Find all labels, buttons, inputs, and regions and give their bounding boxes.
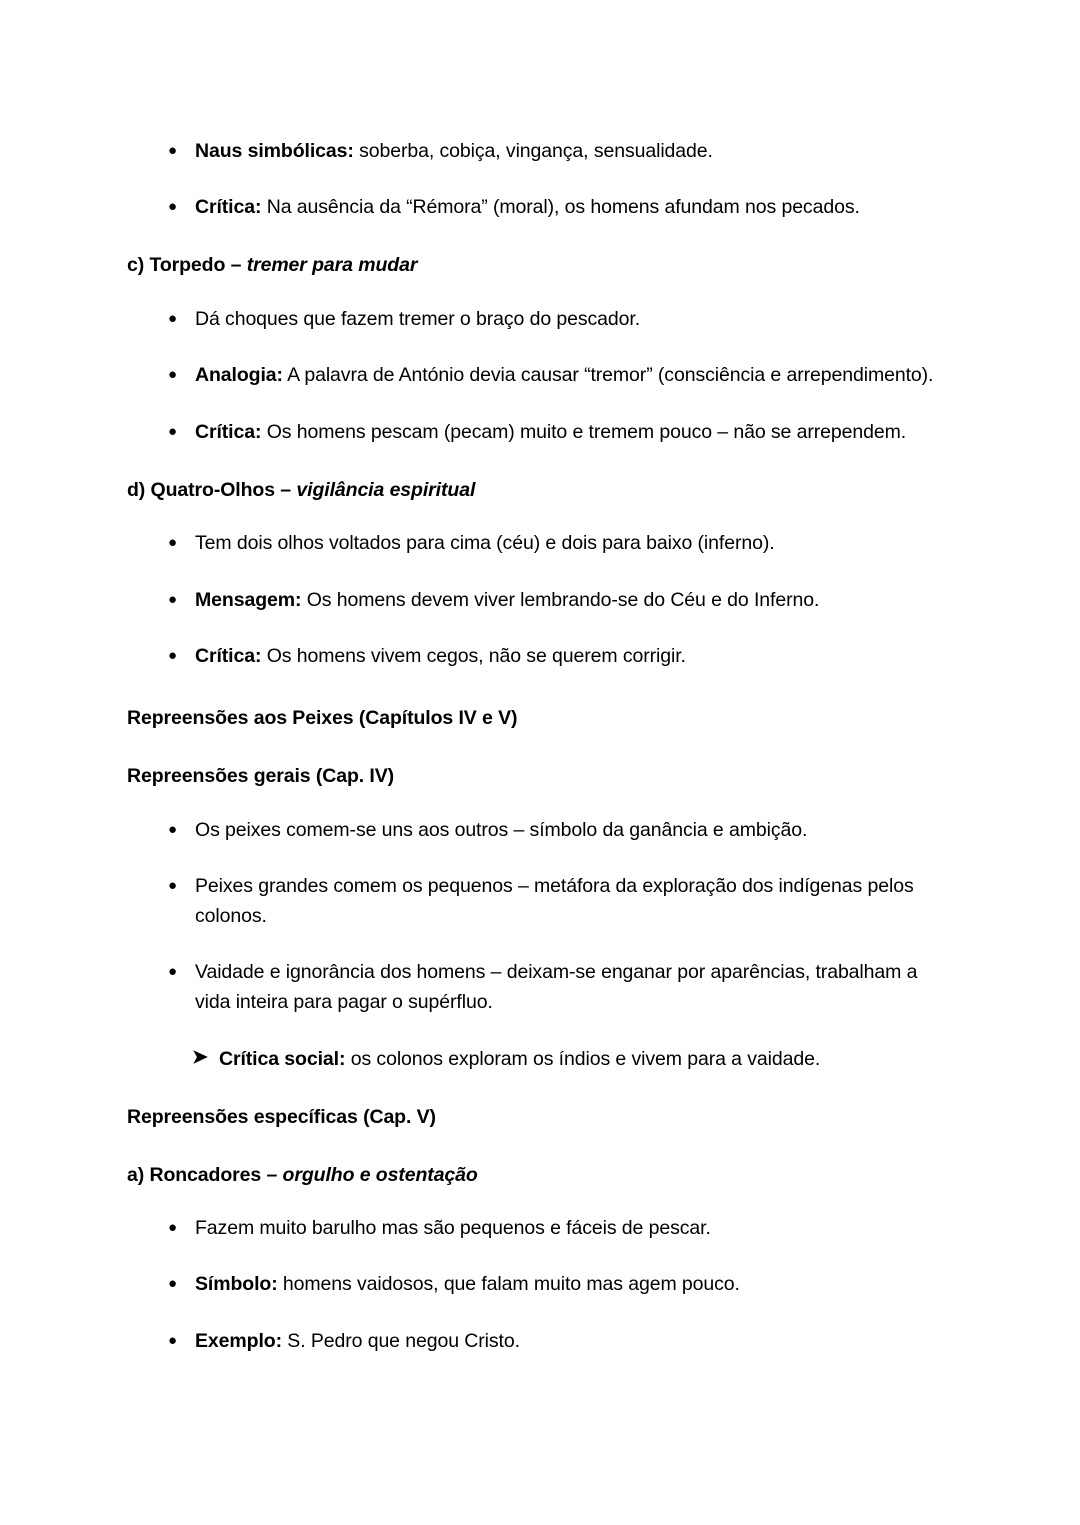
bullet-icon: ● [168,198,177,216]
list-item [127,1213,957,1243]
heading-prefix: c) Torpedo – [127,254,247,277]
list-item [127,528,957,558]
list-item-lead: Crítica: [195,196,262,219]
heading-prefix: Repreensões gerais (Cap. IV) [127,764,395,787]
heading-emphasis: tremer para mudar [246,254,418,277]
list-item [127,417,957,447]
list-item-lead: Naus simbólicas: [195,140,354,162]
bullet-list-torpedo [127,304,957,447]
heading-emphasis: vigilância espiritual [296,478,476,501]
list-item-lead: Crítica: [195,644,262,667]
heading-repreensoes-peixes [127,705,957,733]
list-item-text: Vaidade e ignorância dos homens – deixam-se enganar por aparências, trabalham a vida inteira para pagar o supérfluo. [195,961,918,1014]
list-item-text: Os homens devem viver lembrando-se do Céu e do Inferno. [301,588,820,611]
bullet-list-quatro-olhos [127,528,957,671]
heading-prefix: a) Roncadores – [127,1163,283,1186]
bullet-icon: ● [168,876,177,894]
bullet-list-roncadores [127,1213,957,1356]
list-item-lead: Mensagem: [195,588,302,611]
sub-list-item [127,1044,957,1074]
list-item-text: Tem dois olhos voltados para cima (céu) e dois para baixo (inferno). [195,532,775,555]
heading-prefix: Repreensões específicas (Cap. V) [127,1105,436,1128]
bullet-icon: ● [168,820,177,838]
list-item-lead: Símbolo: [195,1273,278,1296]
list-item-text: homens vaidosos, que falam muito mas agem pouco. [277,1273,740,1296]
heading-torpedo [127,252,957,280]
heading-roncadores [127,1162,957,1190]
list-item-text: Fazem muito barulho mas são pequenos e fáceis de pescar. [195,1217,711,1240]
bullet-icon: ● [168,422,177,440]
bullet-list-naus [127,136,957,222]
bullet-icon: ● [168,646,177,664]
list-item-lead: Exemplo: [195,1329,282,1352]
list-item-lead: Analogia: [195,364,283,387]
list-item-text: Na ausência da “Rémora” (moral), os homens afundam nos pecados. [261,196,860,219]
list-item [127,957,957,1017]
heading-repreensoes-especificas [127,1104,957,1132]
bullet-icon: ● [168,534,177,552]
sub-list-item-text: os colonos exploram os índios e vivem para a vaidade. [345,1047,821,1070]
list-item [127,136,957,166]
list-item [127,360,957,390]
bullet-icon: ● [168,1331,177,1349]
list-item-text: soberba, cobiça, vingança, sensualidade. [353,140,713,162]
list-item [127,815,957,845]
list-item [127,192,957,222]
list-item-text: Dá choques que fazem tremer o braço do pescador. [195,308,641,331]
list-item-text: Os homens pescam (pecam) muito e tremem pouco – não se arrependem. [261,420,907,443]
list-item-text: A palavra de António devia causar “tremor” (consciência e arrependimento). [282,364,934,387]
bullet-list-gerais [127,815,957,1074]
sub-list-item-lead: Crítica social: [219,1047,346,1070]
list-item [127,871,957,931]
list-item [127,1326,957,1356]
bullet-icon: ● [168,1219,177,1237]
bullet-icon: ● [168,366,177,384]
list-item-text: Peixes grandes comem os pequenos – metáfora da exploração dos indígenas pelos colonos. [195,874,914,927]
bullet-icon: ● [168,1275,177,1293]
bullet-icon: ● [168,590,177,608]
list-item-text: Os homens vivem cegos, não se querem corrigir. [261,644,686,667]
bullet-icon: ● [168,142,177,159]
heading-quatro-olhos [127,477,957,505]
bullet-icon: ● [168,310,177,328]
heading-prefix: Repreensões aos Peixes (Capítulos IV e V) [127,707,518,730]
document-body [127,136,957,1356]
list-item [127,585,957,615]
arrow-bullet-icon: ➤ [192,1046,208,1068]
list-item [127,641,957,671]
list-item [127,1269,957,1299]
heading-emphasis: orgulho e ostentação [282,1163,478,1186]
list-item-lead: Crítica: [195,420,262,443]
list-item-text: Os peixes comem-se uns aos outros – símbolo da ganância e ambição. [195,818,808,841]
heading-prefix: d) Quatro-Olhos – [127,478,297,501]
bullet-icon: ● [168,963,177,981]
list-item [127,304,957,334]
heading-repreensoes-gerais [127,763,957,791]
list-item-text: S. Pedro que negou Cristo. [281,1329,520,1352]
